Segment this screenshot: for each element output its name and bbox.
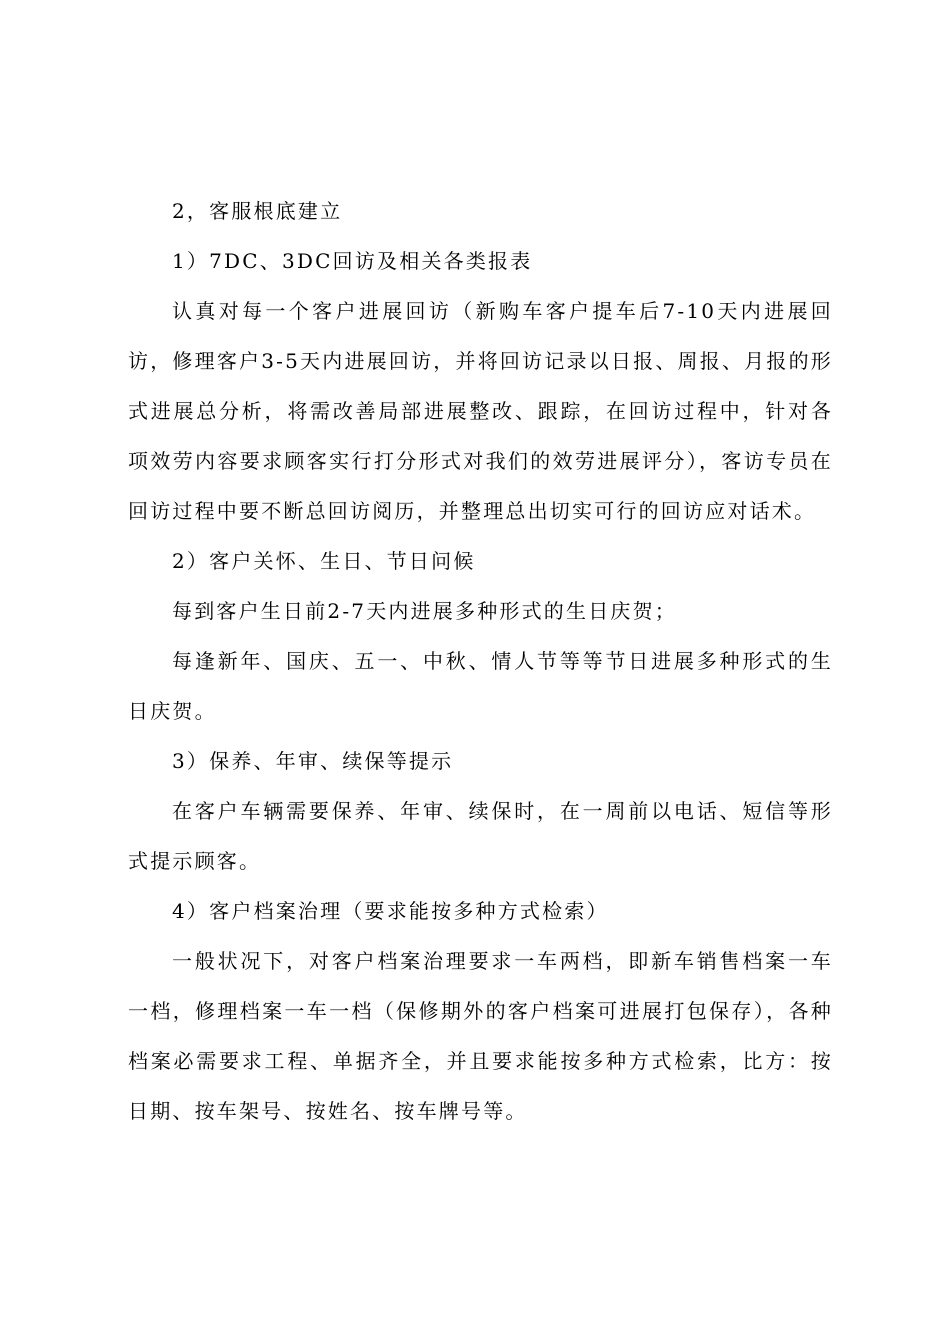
subheading-callback-reports: 1）7DC、3DC回访及相关各类报表 — [172, 249, 533, 273]
paragraph-callback-details: 认真对每一个客户进展回访（新购车客户提车后7-10天内进展回访，修理客户3-5天内进展回访，并将回访记录以日报、周报、月报的形式进展总分析，将需改善局部进展整改、跟踪，在回访过程中，针对各项效劳内容要求顾客实行打分形式对我们的效劳进展评分），客访专员在回访过程中要不断总回访阅历，并整理总出切实可行的回访应对话术。 — [128, 299, 833, 523]
section-heading-customer-service: 2，客服根底建立 — [172, 199, 343, 223]
paragraph-holiday-greetings: 每逢新年、国庆、五一、中秋、情人节等等节日进展多种形式的生日庆贺。 — [128, 649, 833, 723]
paragraph-maintenance-reminders: 在客户车辆需要保养、年审、续保时，在一周前以电话、短信等形式提示顾客。 — [128, 799, 833, 873]
paragraph-customer-records: 一般状况下，对客户档案治理要求一车两档，即新车销售档案一车一档，修理档案一车一档（保修期外的客户档案可进展打包保存），各种档案必需要求工程、单据齐全，并且要求能按多种方式检索，比方：按日期、按车架号、按姓名、按车牌号等。 — [128, 949, 833, 1123]
paragraph-birthday-greetings: 每到客户生日前2-7天内进展多种形式的生日庆贺； — [172, 599, 678, 623]
subheading-maintenance-reminders: 3）保养、年审、续保等提示 — [172, 749, 454, 773]
subheading-customer-records: 4）客户档案治理（要求能按多种方式检索） — [172, 899, 609, 923]
subheading-customer-care: 2）客户关怀、生日、节日问候 — [172, 549, 476, 573]
document-body — [128, 186, 833, 1136]
